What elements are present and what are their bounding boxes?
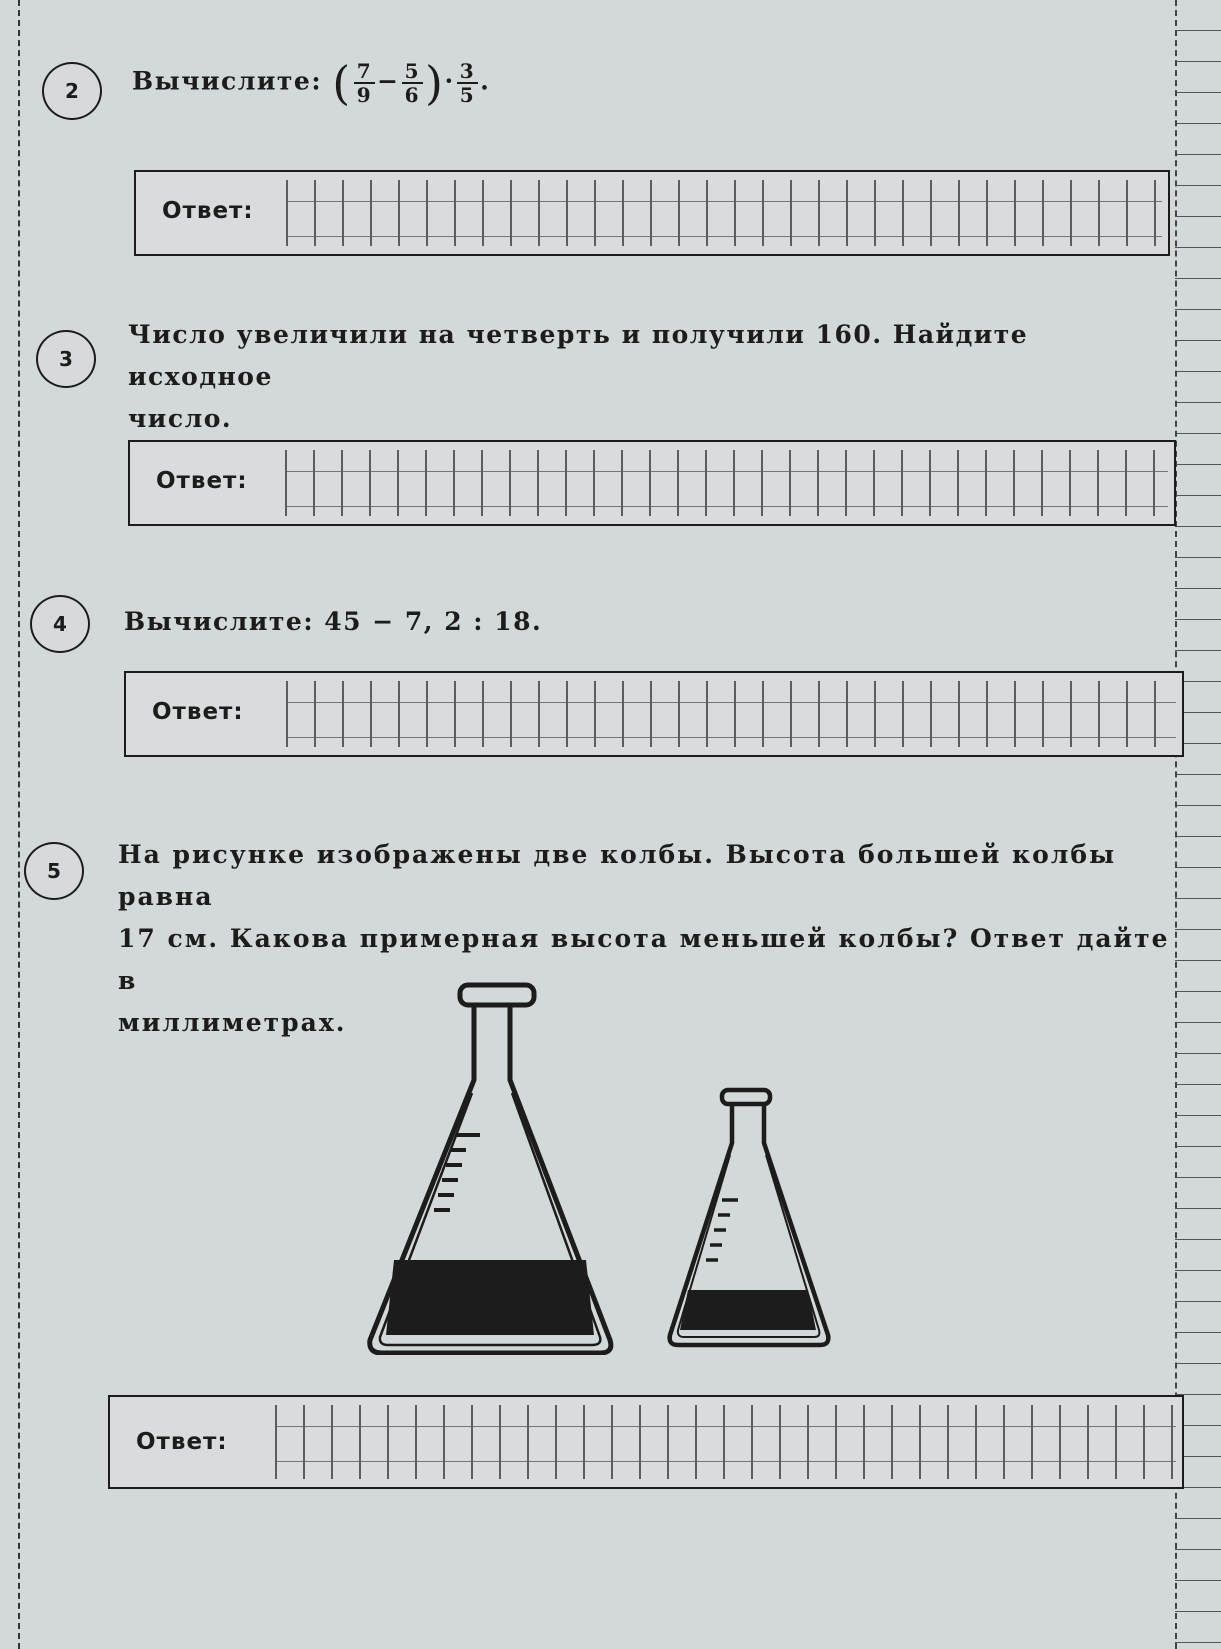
small-flask	[670, 1090, 829, 1345]
minus-sign: −	[377, 66, 400, 96]
answer-box[interactable]	[124, 671, 1184, 757]
answer-grid[interactable]	[286, 681, 1176, 747]
answer-box[interactable]	[134, 170, 1170, 256]
task-text-line: миллиметрах.	[118, 1008, 347, 1037]
task-number: 3	[36, 330, 96, 388]
task-number: 4	[30, 595, 90, 653]
paren-close: )	[425, 56, 445, 110]
task-text	[128, 314, 1178, 440]
fraction-b: $\frac{5}{6}$	[402, 60, 423, 106]
large-flask	[370, 985, 611, 1353]
cut-line	[18, 0, 20, 1649]
flasks-illustration	[360, 975, 880, 1355]
fraction-c: $\frac{3}{5}$	[457, 60, 478, 106]
answer-label: Ответ:	[152, 699, 244, 725]
answer-box[interactable]	[128, 440, 1176, 526]
task-prefix: Вычислите:	[132, 66, 323, 96]
fraction-a: $\frac{7}{9}$	[354, 60, 375, 106]
task-text-line: число.	[128, 404, 233, 433]
answer-box[interactable]	[108, 1395, 1184, 1489]
answer-grid[interactable]	[285, 450, 1168, 516]
answer-grid[interactable]	[275, 1405, 1176, 1479]
answer-grid[interactable]	[286, 180, 1162, 246]
task-number: 2	[42, 62, 102, 120]
answer-label: Ответ:	[156, 468, 248, 494]
task-text: Вычислите: 45 − 7, 2 : 18.	[124, 607, 543, 636]
task-text-line: На рисунке изображены две колбы. Высота большей колбы равна	[118, 840, 1117, 911]
task-number: 5	[24, 842, 84, 900]
multiply-sign: ·	[444, 66, 455, 96]
task-text-line: Число увеличили на четверть и получили 160. Найдите исходное	[128, 320, 1029, 391]
paren-open: (	[332, 56, 352, 110]
answer-label: Ответ:	[136, 1429, 228, 1455]
task-text-line: 17 см. Какова примерная высота меньшей колбы? Ответ дайте в	[118, 924, 1170, 995]
task-text	[132, 56, 491, 110]
period: .	[480, 66, 491, 96]
answer-label: Ответ:	[162, 198, 254, 224]
